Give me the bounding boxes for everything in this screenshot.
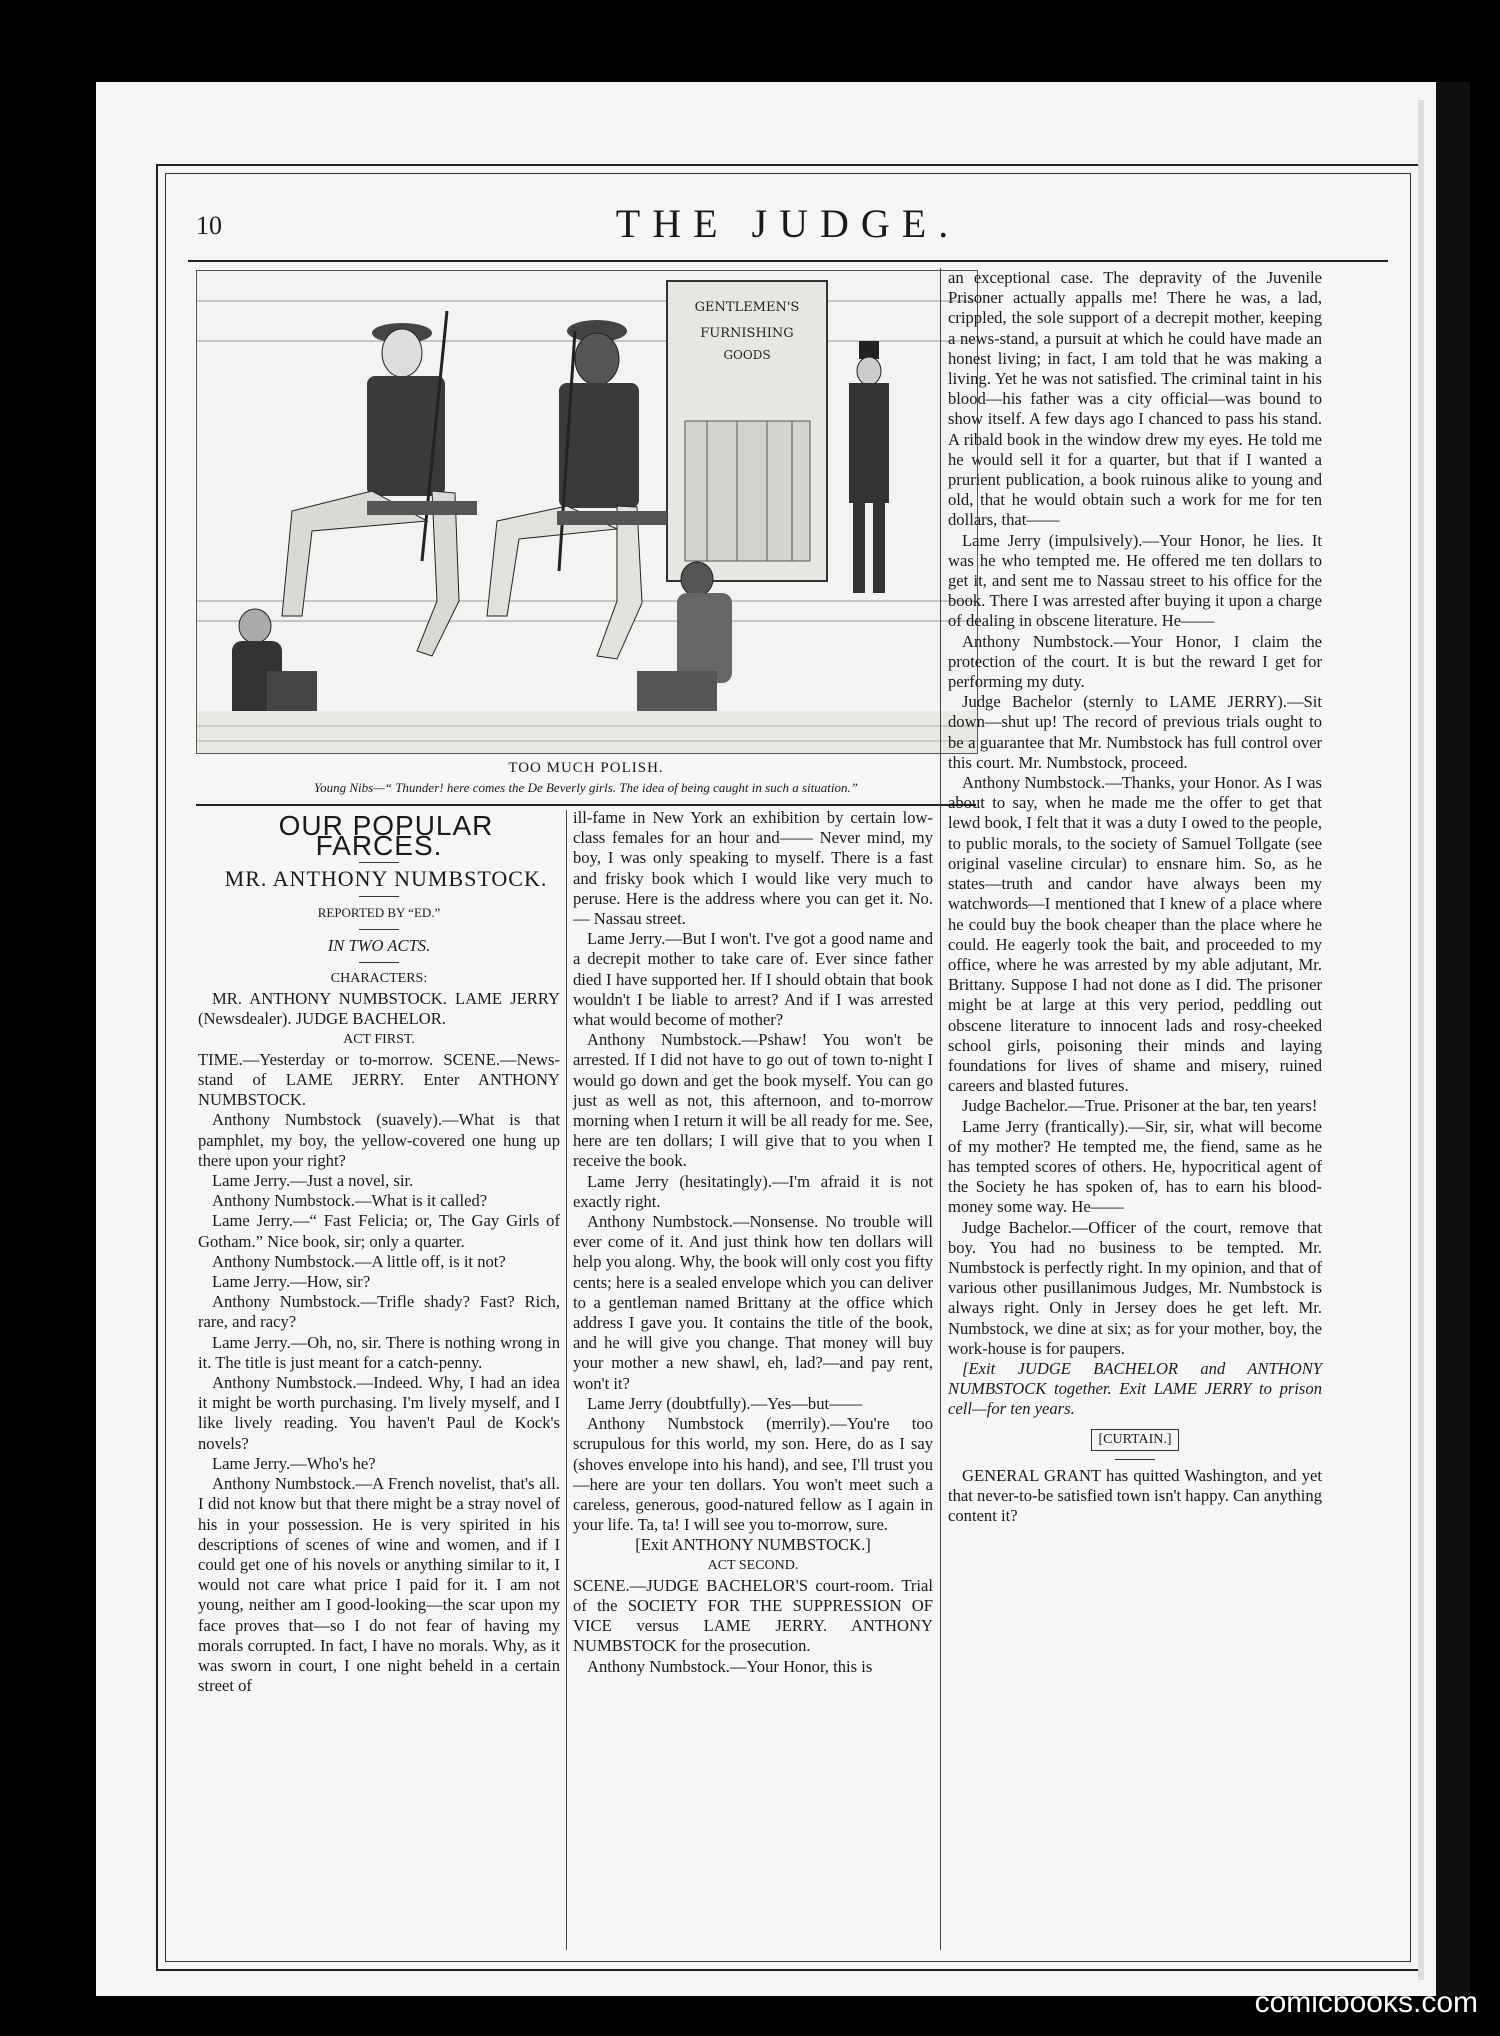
caption-rule xyxy=(196,804,976,806)
column-1 xyxy=(198,810,560,1696)
paragraph: Anthony Numbstock.—Nonsense. No trouble will ever come of it. And just think how ten dollars will help you along. Why, the book will only cost you fifty cents; here is a sealed envelope which you can deliver to a gentleman named Brittany at the office which address I gave you. It contains the title of the book, and he will give you change. That money will buy your mother a new shawl, eh, lad?—and pay rent, won't it? xyxy=(573,1212,933,1393)
paragraph: TIME.—Yesterday or to-morrow. SCENE.—News-stand of LAME JERRY. Enter ANTHONY NUMBSTOCK. xyxy=(198,1049,560,1110)
paragraph: Lame Jerry.—Who's he? xyxy=(212,1453,376,1473)
illustration-caption-title: TOO MUCH POLISH. xyxy=(508,760,664,776)
act-heading: ACT FIRST. xyxy=(343,1031,415,1047)
sign-text-3: GOODS xyxy=(723,348,771,362)
paragraph: Lame Jerry.—But I won't. I've got a good name and a decrepit mother to take care of. Ever since father died I have supported her. If I should obtain that book wouldn't I be liable to arrest? And if I was arrested what would become of mother? xyxy=(573,929,933,1030)
paragraph: Lame Jerry.—“ Fast Felicia; or, The Gay Girls of Gotham.” Nice book, sir; only a quarter. xyxy=(198,1211,560,1251)
paragraph: Anthony Numbstock.—Indeed. Why, I had an idea it might be worth purchasing. I'm lively myself, and I like lively reading. You haven't Paul de Kock's novels? xyxy=(198,1373,560,1453)
sign-text-1: GENTLEMEN'S xyxy=(694,300,800,315)
paragraph: Lame Jerry (hesitatingly).—I'm afraid it is not exactly right. xyxy=(573,1171,933,1211)
paragraph: an exceptional case. The depravity of the Juvenile Prisoner actually appalls me! There he was, a lad, crippled, the sole support of a decrepit mother, keeping a news-stand, a pursuit at which he could have made an honest living; in fact, I am told that he was making a living. Yet he was not satisfied. The criminal taint in his blood—his father was a city official—was bound to show itself. A few days ago I chanced to pass his stand. A ribald book in the window drew my eyes. He told me he would sell it for a quarter, but that if I wanted a prurient publication, a book ruinous alike to young and old, that he would obtain such a work for me for ten dollars, that—— xyxy=(948,268,1322,530)
paragraph: Lame Jerry.—Oh, no, sir. There is nothing wrong in it. The title is just meant for a catch-penny. xyxy=(198,1332,560,1372)
paragraph: Anthony Numbstock.—Thanks, your Honor. As I was about to say, when he made me the offer to get that lewd book, I felt that it was a duty I owed to the people, to public morals, to the society of Samuel Tollgate (see original vaseline circular) to ensnare him. So, as he states—truth and candor have always been my watchwords—I mentioned that I knew of a place where he could buy the book cheaper than the place where he could. He eagerly took the bait, and proceeded to my office, where he was arrested by my able adjutant, Mr. Brittany. Suppose I had not done as I did. The prisoner might be at large at this very period, peddling out obscene literature to innocent lads and rosy-cheeked school girls, poisoning their minds and laying foundations for lives of shame and misery, ruined careers and blasted futures. xyxy=(948,773,1322,1096)
paragraph: Lame Jerry (doubtfully).—Yes—but—— xyxy=(587,1393,863,1413)
newspaper-page xyxy=(96,82,1470,1996)
adjacent-page-strip xyxy=(1418,100,1424,1980)
paragraph: Judge Bachelor.—Officer of the court, remove that boy. You had no business to be tempted. Mr. Numbstock is perfectly right. In my opinion, and that of various other pusillanimous Judges, Mr. Numbstock is always right. Only in Jersey does he get left. Mr. Numbstock, we dine at six; as for your mother, boy, the work-house is for paupers. xyxy=(948,1217,1322,1358)
paragraph: SCENE.—JUDGE BACHELOR'S court-room. Trial of the SOCIETY FOR THE SUPPRESSION OF VICE versus LAME JERRY. ANTHONY NUMBSTOCK for the prosecution. xyxy=(573,1575,933,1656)
page-number: 10 xyxy=(196,211,222,240)
sign-text-2: FURNISHING xyxy=(700,326,794,341)
act-heading: ACT SECOND. xyxy=(707,1557,799,1573)
page-frame xyxy=(156,164,1420,1971)
reported-by: REPORTED BY “ED.” xyxy=(317,904,441,920)
column-rule-2 xyxy=(940,268,941,1950)
title-rule xyxy=(359,862,399,863)
byline-rule xyxy=(359,929,399,930)
paragraph: Anthony Numbstock.—A French novelist, that's all. I did not know but that there might be a stray novel of his in your possession. He is very spirited in his descriptions of scenes of wine and women, and if I could get one of his novels or anything similar to it, I would not care what price I paid for it. I am not young, neither am I good-looking—the scar upon my face proves that—so I do not fear of having my morals corrupted. In fact, I have no morals. Why, as it was sworn in court, I one night beheld in a certain street of xyxy=(198,1474,560,1696)
paragraph: Anthony Numbstock (suavely).—What is that pamphlet, my boy, the yellow-covered one hung up there upon your right? xyxy=(198,1110,560,1170)
column-3 xyxy=(948,268,1322,1526)
paragraph: Anthony Numbstock.—A little off, is it not? xyxy=(212,1251,506,1271)
masthead-rule xyxy=(188,260,1388,262)
paragraph: Anthony Numbstock (merrily).—You're too scrupulous for this world, my son. Here, do as I say (shoves envelope into his hand), and see, I'll trust you—here are your ten dollars. You won't meet such a careless, generous, good-natured fellow as I again in your life. Ta, ta! I will see you to-morrow, sure. xyxy=(573,1414,933,1535)
paragraph: GENERAL GRANT has quitted Washington, and yet that never-to-be satisfied town isn't happy. Can anything content it? xyxy=(948,1465,1322,1526)
column-2 xyxy=(573,808,933,1677)
acts-label: IN TWO ACTS. xyxy=(327,935,431,955)
column-rule-1 xyxy=(566,810,567,1950)
paragraph: Lame Jerry (frantically).—Sir, sir, what will become of my mother? He tempted me, the fiend, same as he has tempted scores of others. He, hypocritical agent of the Society he has spoken of, has to earn his blood-money some way. He—— xyxy=(948,1116,1322,1217)
illustration-caption: Young Nibs—“ Thunder! here comes the De Beverly girls. The idea of being caught in such a situation.” xyxy=(314,780,858,795)
paragraph: ill-fame in New York an exhibition by certain low-class females for an hour and—— Never mind, my boy, I was only speaking to myself. There is a fast and frisky book which I would like very much to peruse. Here is the address where you can get it. No. — Nassau street. xyxy=(573,808,933,929)
paragraph: Lame Jerry.—How, sir? xyxy=(212,1272,371,1292)
paragraph: Judge Bachelor.—True. Prisoner at the bar, ten years! xyxy=(962,1096,1318,1116)
paragraph: Anthony Numbstock.—What is it called? xyxy=(212,1191,488,1211)
subtitle-rule xyxy=(359,896,399,897)
acts-rule xyxy=(359,962,399,963)
paragraph: Anthony Numbstock.—Pshaw! You won't be arrested. If I did not have to go out of town to-night I would go down and get the book myself. You can go just as well as not, this afternoon, and to-morrow morning when I return it will be all ready for me. See, here are ten dollars; I will give that to you when I receive the book. xyxy=(573,1030,933,1171)
paragraph: Anthony Numbstock.—Your Honor, this is xyxy=(587,1656,873,1676)
watermark: comicbooks.com xyxy=(1254,1986,1478,2019)
cartoon-illustration xyxy=(196,270,978,754)
curtain-label: [CURTAIN.] xyxy=(1091,1429,1178,1451)
paragraph: Lame Jerry.—Just a novel, sir. xyxy=(212,1171,414,1191)
characters-label: CHARACTERS: xyxy=(330,971,428,987)
exit-direction: [Exit ANTHONY NUMBSTOCK.] xyxy=(635,1535,871,1555)
masthead: THE JUDGE. xyxy=(615,201,961,246)
item-rule xyxy=(1115,1459,1155,1460)
paragraph: MR. ANTHONY NUMBSTOCK. LAME JERRY (Newsdealer). JUDGE BACHELOR. xyxy=(198,989,560,1029)
paragraph: Anthony Numbstock.—Trifle shady? Fast? Rich, rare, and racy? xyxy=(198,1292,560,1332)
article-subtitle: MR. ANTHONY NUMBSTOCK. xyxy=(224,866,548,892)
paragraph: Lame Jerry (impulsively).—Your Honor, he lies. It was he who tempted me. He offered me ten dollars to get it, and sent me to Nassau street to his office for the book. There I was arrested after buying it upon a charge of dealing in obscene literature. He—— xyxy=(948,530,1322,631)
paragraph: Judge Bachelor (sternly to LAME JERRY).—Sit down—shut up! The record of previous trials ought to be a guarantee that Mr. Numbstock has full control over this court. Mr. Numbstock, proceed. xyxy=(948,692,1322,772)
page-right-edge xyxy=(1436,82,1470,1996)
exit-direction: [Exit JUDGE BACHELOR and ANTHONY NUMBSTOCK together. Exit LAME JERRY to prison cell—for ten years. xyxy=(948,1358,1322,1419)
article-title: OUR POPULAR FARCES. xyxy=(278,810,494,862)
paragraph: Anthony Numbstock.—Your Honor, I claim the protection of the court. It is but the reward I get for performing my duty. xyxy=(948,631,1322,692)
